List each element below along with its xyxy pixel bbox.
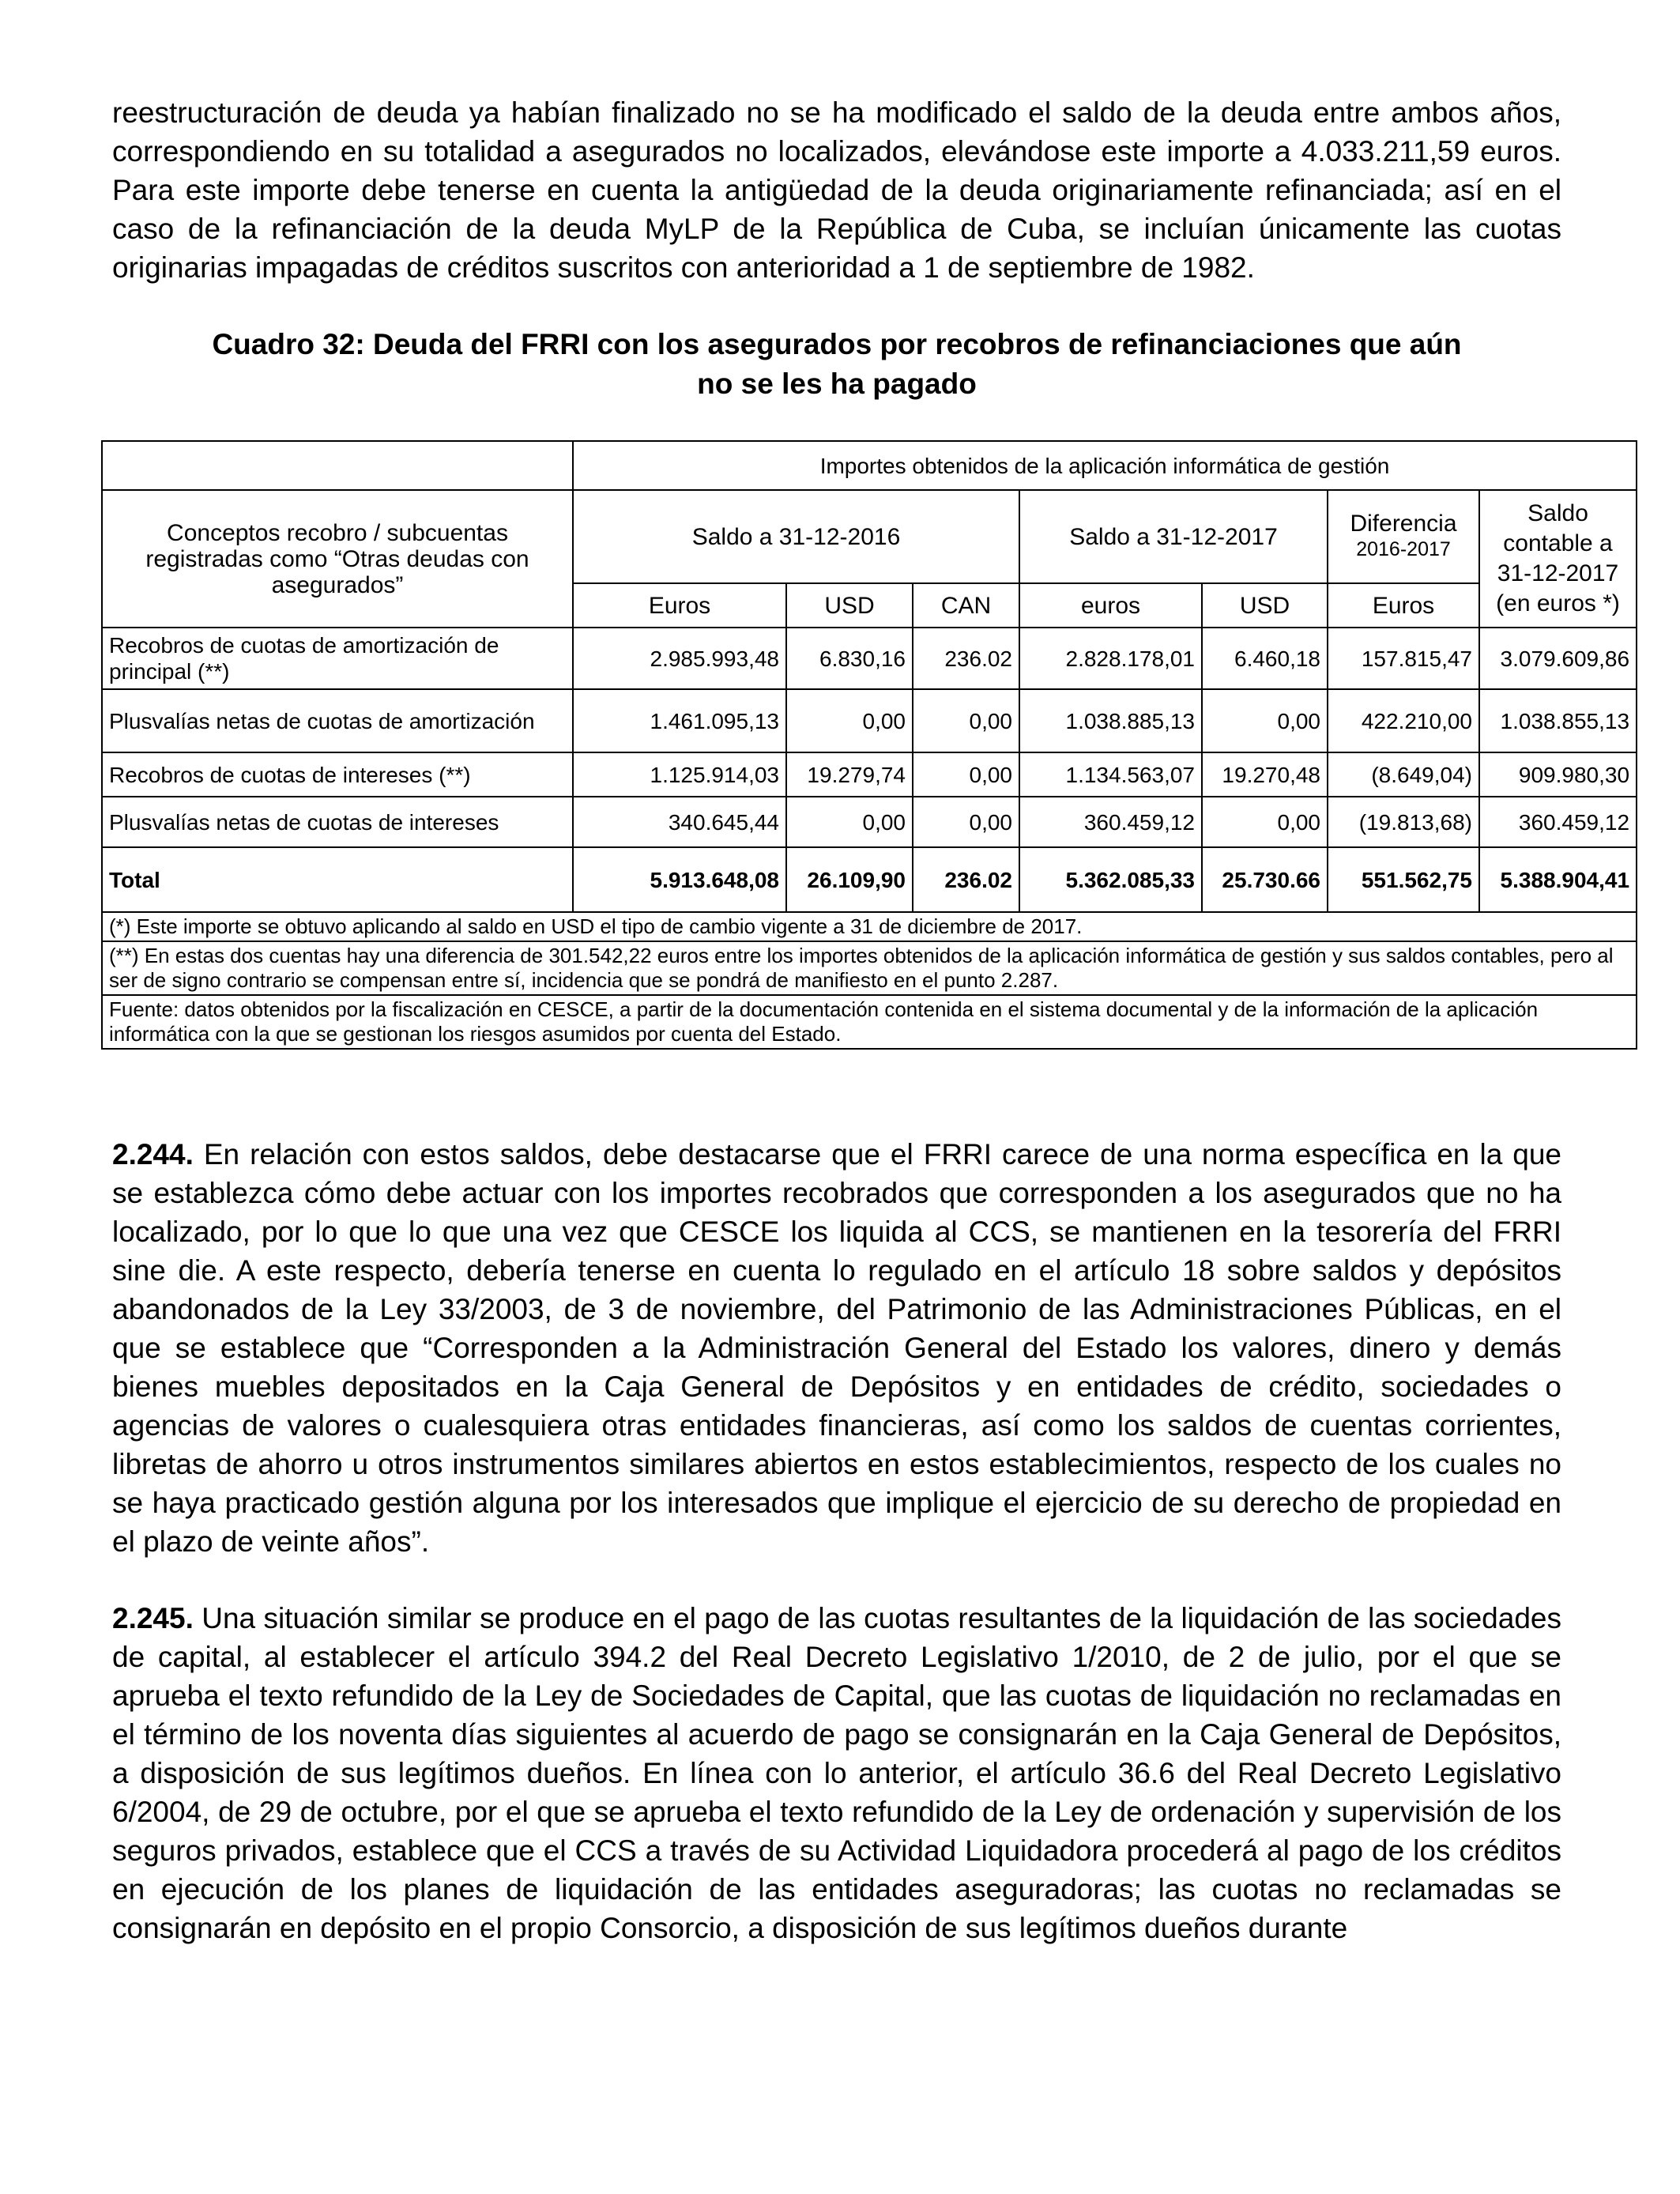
table-source-note: Fuente: datos obtenidos por la fiscalización en CESCE, a partir de la documentación contenida en el sistema documental y de la información de la aplicación informática con la que se gestionan los riesgos asumidos por cuenta del Estado.	[102, 995, 1637, 1049]
debt-table	[101, 440, 1637, 1050]
cell: 0,00	[1202, 689, 1328, 752]
paragraph-2-244	[112, 1135, 1561, 1561]
cell: 2.828.178,01	[1019, 628, 1202, 689]
intro-paragraph: reestructuración de deuda ya habían finalizado no se ha modificado el saldo de la deuda entre ambos años, correspondiendo en su totalidad a asegurados no localizados, elevándose este importe a 4.033.211,59 euros. Para este importe debe tenerse en cuenta la antigüedad de la deuda originariamente refinanciada; así en el caso de la refinanciación de la deuda MyLP de la República de Cuba, se incluían únicamente las cuotas originarias impagadas de créditos suscritos con anterioridad a 1 de septiembre de 1982.	[112, 96, 1561, 284]
cell: (19.813,68)	[1328, 797, 1479, 847]
cell: 0,00	[1202, 797, 1328, 847]
cell: (8.649,04)	[1328, 752, 1479, 797]
total-cell: 236.02	[913, 847, 1019, 912]
cell: 0,00	[913, 752, 1019, 797]
cell: 6.830,16	[786, 628, 913, 689]
cell: 360.459,12	[1479, 797, 1637, 847]
diferencia-label: Diferencia	[1350, 511, 1457, 537]
total-cell: 25.730.66	[1202, 847, 1328, 912]
cell: 340.645,44	[573, 797, 786, 847]
subheader-usd-2017: USD	[1202, 583, 1328, 628]
header-group: Importes obtenidos de la aplicación informática de gestión	[573, 441, 1637, 490]
cell: 3.079.609,86	[1479, 628, 1637, 689]
saldo-2017-header: Saldo a 31-12-2017	[1019, 490, 1328, 583]
subheader-euros-diferencia: Euros	[1328, 583, 1479, 628]
cell: 1.038.885,13	[1019, 689, 1202, 752]
cell: 360.459,12	[1019, 797, 1202, 847]
table-row	[102, 752, 1637, 797]
row-concept: Recobros de cuotas de amortización de principal (**)	[102, 628, 573, 689]
table-corner-cell	[102, 441, 573, 490]
total-row	[102, 847, 1637, 912]
document-page	[109, 93, 1630, 1947]
total-cell: 551.562,75	[1328, 847, 1479, 912]
cell: 157.815,47	[1328, 628, 1479, 689]
cell: 6.460,18	[1202, 628, 1328, 689]
total-cell: 5.913.648,08	[573, 847, 786, 912]
row-concept: Recobros de cuotas de intereses (**)	[102, 752, 573, 797]
paragraph-number: 2.245.	[112, 1602, 194, 1634]
total-cell: 5.388.904,41	[1479, 847, 1637, 912]
saldo-2016-header: Saldo a 31-12-2016	[573, 490, 1019, 583]
cell: 0,00	[786, 689, 913, 752]
diferencia-header	[1328, 490, 1479, 583]
subheader-can-2016: CAN	[913, 583, 1019, 628]
concept-header: Conceptos recobro / subcuentas registradas como “Otras deudas con asegurados”	[102, 490, 573, 628]
table-row	[102, 628, 1637, 689]
diferencia-years: 2016-2017	[1356, 538, 1451, 560]
subheader-usd-2016: USD	[786, 583, 913, 628]
table-row	[102, 689, 1637, 752]
subheader-euros-2017: euros	[1019, 583, 1202, 628]
cell: 236.02	[913, 628, 1019, 689]
cell: 0,00	[913, 689, 1019, 752]
table-row	[102, 797, 1637, 847]
paragraph-text: En relación con estos saldos, debe destacarse que el FRRI carece de una norma específica en la que se establezca cómo debe actuar con los importes recobrados que corresponden a los asegurados que no ha localizado, por lo que lo que una vez que CESCE los liquida al CCS, se mantienen en la tesorería del FRRI sine die. A este respecto, debería tenerse en cuenta lo regulado en el artículo 18 sobre saldos y depósitos abandonados de la Ley 33/2003, de 3 de noviembre, del Patrimonio de las Administraciones Públicas, en el que se establece que “Corresponden a la Administración General del Estado los valores, dinero y demás bienes muebles depositados en la Caja General de Depósitos y en entidades de crédito, sociedades o agencias de valores o cualesquiera otras entidades financieras, así como los saldos de cuentas corrientes, libretas de ahorro u otros instrumentos similares abiertos en estos establecimientos, respecto de los cuales no se haya practicado gestión alguna por los interesados que implique el ejercicio de su derecho de propiedad en el plazo de veinte años”.	[112, 1138, 1562, 1558]
cell: 1.461.095,13	[573, 689, 786, 752]
total-cell: 26.109,90	[786, 847, 913, 912]
paragraph-text: Una situación similar se produce en el pago de las cuotas resultantes de la liquidación de las sociedades de capital, al establecer el artículo 394.2 del Real Decreto Legislativo 1/2010, de 2 de julio, por el que se aprueba el texto refundido de la Ley de Sociedades de Capital, que las cuotas de liquidación no reclamadas en el término de los noventa días siguientes al acuerdo de pago se consignarán en la Caja General de Depósitos, a disposición de sus legítimos dueños. En línea con lo anterior, el artículo 36.6 del Real Decreto Legislativo 6/2004, de 29 de octubre, por el que se aprueba el texto refundido de la Ley de ordenación y supervisión de los seguros privados, establece que el CCS a través de su Actividad Liquidadora procederá al pago de los créditos en ejecución de los planes de liquidación de las entidades aseguradoras; las cuotas no reclamadas se consignarán en depósito en el propio Consorcio, a disposición de sus legítimos dueños durante	[112, 1602, 1561, 1944]
subheader-euros-2016: Euros	[573, 583, 786, 628]
total-cell: 5.362.085,33	[1019, 847, 1202, 912]
cell: 1.134.563,07	[1019, 752, 1202, 797]
table-note-1: (*) Este importe se obtuvo aplicando al saldo en USD el tipo de cambio vigente a 31 de diciembre de 2017.	[102, 912, 1637, 941]
cell: 2.985.993,48	[573, 628, 786, 689]
total-label: Total	[102, 847, 573, 912]
cell: 19.279,74	[786, 752, 913, 797]
saldo-contable-header: Saldo contable a 31-12-2017 (en euros *)	[1479, 490, 1637, 628]
cell: 19.270,48	[1202, 752, 1328, 797]
cell: 0,00	[786, 797, 913, 847]
row-concept: Plusvalías netas de cuotas de intereses	[102, 797, 573, 847]
table-note-2: (**) En estas dos cuentas hay una diferencia de 301.542,22 euros entre los importes obtenidos de la aplicación informática de gestión y sus saldos contables, pero al ser de signo contrario se compensan entre sí, incidencia que se pondrá de manifiesto en el punto 2.287.	[102, 941, 1637, 995]
row-concept: Plusvalías netas de cuotas de amortización	[102, 689, 573, 752]
paragraph-2-245	[112, 1599, 1561, 1947]
table-caption-line-2: no se les ha pagado	[697, 368, 977, 400]
table-caption	[112, 325, 1561, 404]
cell: 1.125.914,03	[573, 752, 786, 797]
table-caption-line-1: Cuadro 32: Deuda del FRRI con los asegurados por recobros de refinanciaciones que aún	[212, 328, 1462, 360]
cell: 909.980,30	[1479, 752, 1637, 797]
cell: 422.210,00	[1328, 689, 1479, 752]
cell: 0,00	[913, 797, 1019, 847]
paragraph-number: 2.244.	[112, 1138, 194, 1171]
cell: 1.038.855,13	[1479, 689, 1637, 752]
